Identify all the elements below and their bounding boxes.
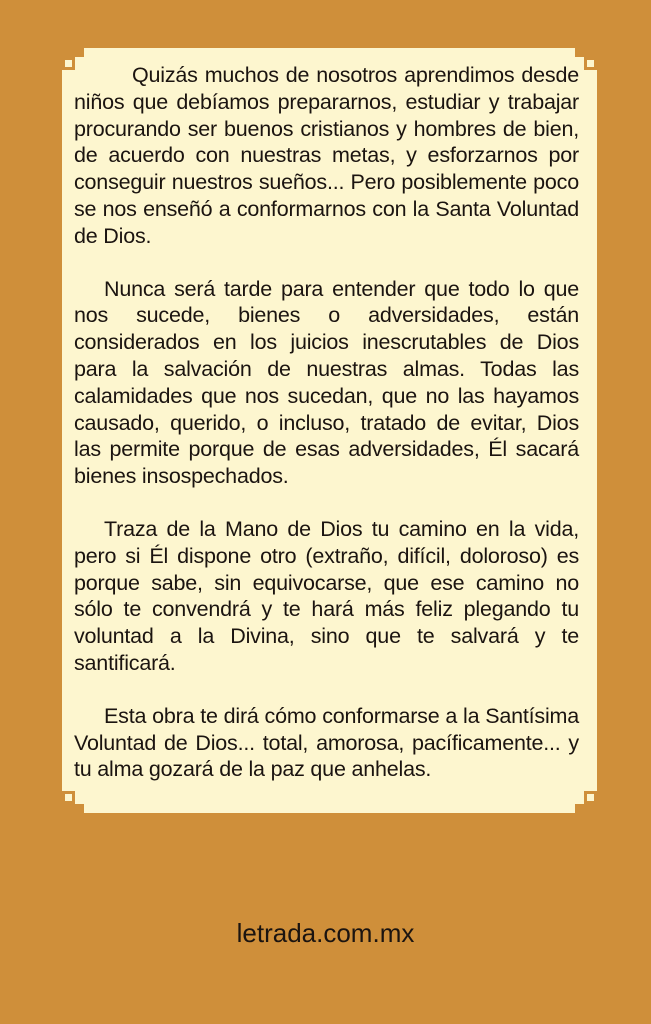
paragraph-2: Nunca será tarde para entender que todo lo que nos sucede, bienes o adversidades, están considerados en los juicios inescrutables de Dios para la salvación de nuestras almas. Todas las calamidades que nos sucedan, que no las hayamos causado, querido, o incluso, tratado de evitar, Dios las permite porque de esas adversidades, Él sacará bienes insospechados. (74, 276, 579, 489)
corner-ornament-bl (65, 794, 72, 801)
paragraph-4: Esta obra te dirá cómo conformarse a la Santísima Voluntad de Dios... total, amorosa, pacíficamente... y tu alma gozará de la paz que anhelas. (74, 703, 579, 782)
text-panel (62, 48, 597, 813)
corner-ornament-tl (65, 60, 72, 67)
corner-ornament-tr (587, 60, 594, 67)
website-url[interactable]: letrada.com.mx (236, 918, 415, 948)
paragraph-3: Traza de la Mano de Dios tu camino en la vida, pero si Él dispone otro (extraño, difícil, doloroso) es porque sabe, sin equivocarse, que ese camino no sólo te convendrá y te hará más feliz plegando tu voluntad a la Divina, sino que te salvará y te santificará. (74, 516, 579, 675)
paragraph-1: Quizás muchos de nosotros aprendimos desde niños que debíamos prepararnos, estudiar y trabajar procurando ser buenos cristianos y hombres de bien, de acuerdo con nuestras metas, y esforzarnos por conseguir nuestros sueños... Pero posiblemente poco se nos enseñó a conformarnos con la Santa Voluntad de Dios. (74, 63, 579, 248)
panel-text (74, 62, 579, 809)
corner-ornament-br (587, 794, 594, 801)
